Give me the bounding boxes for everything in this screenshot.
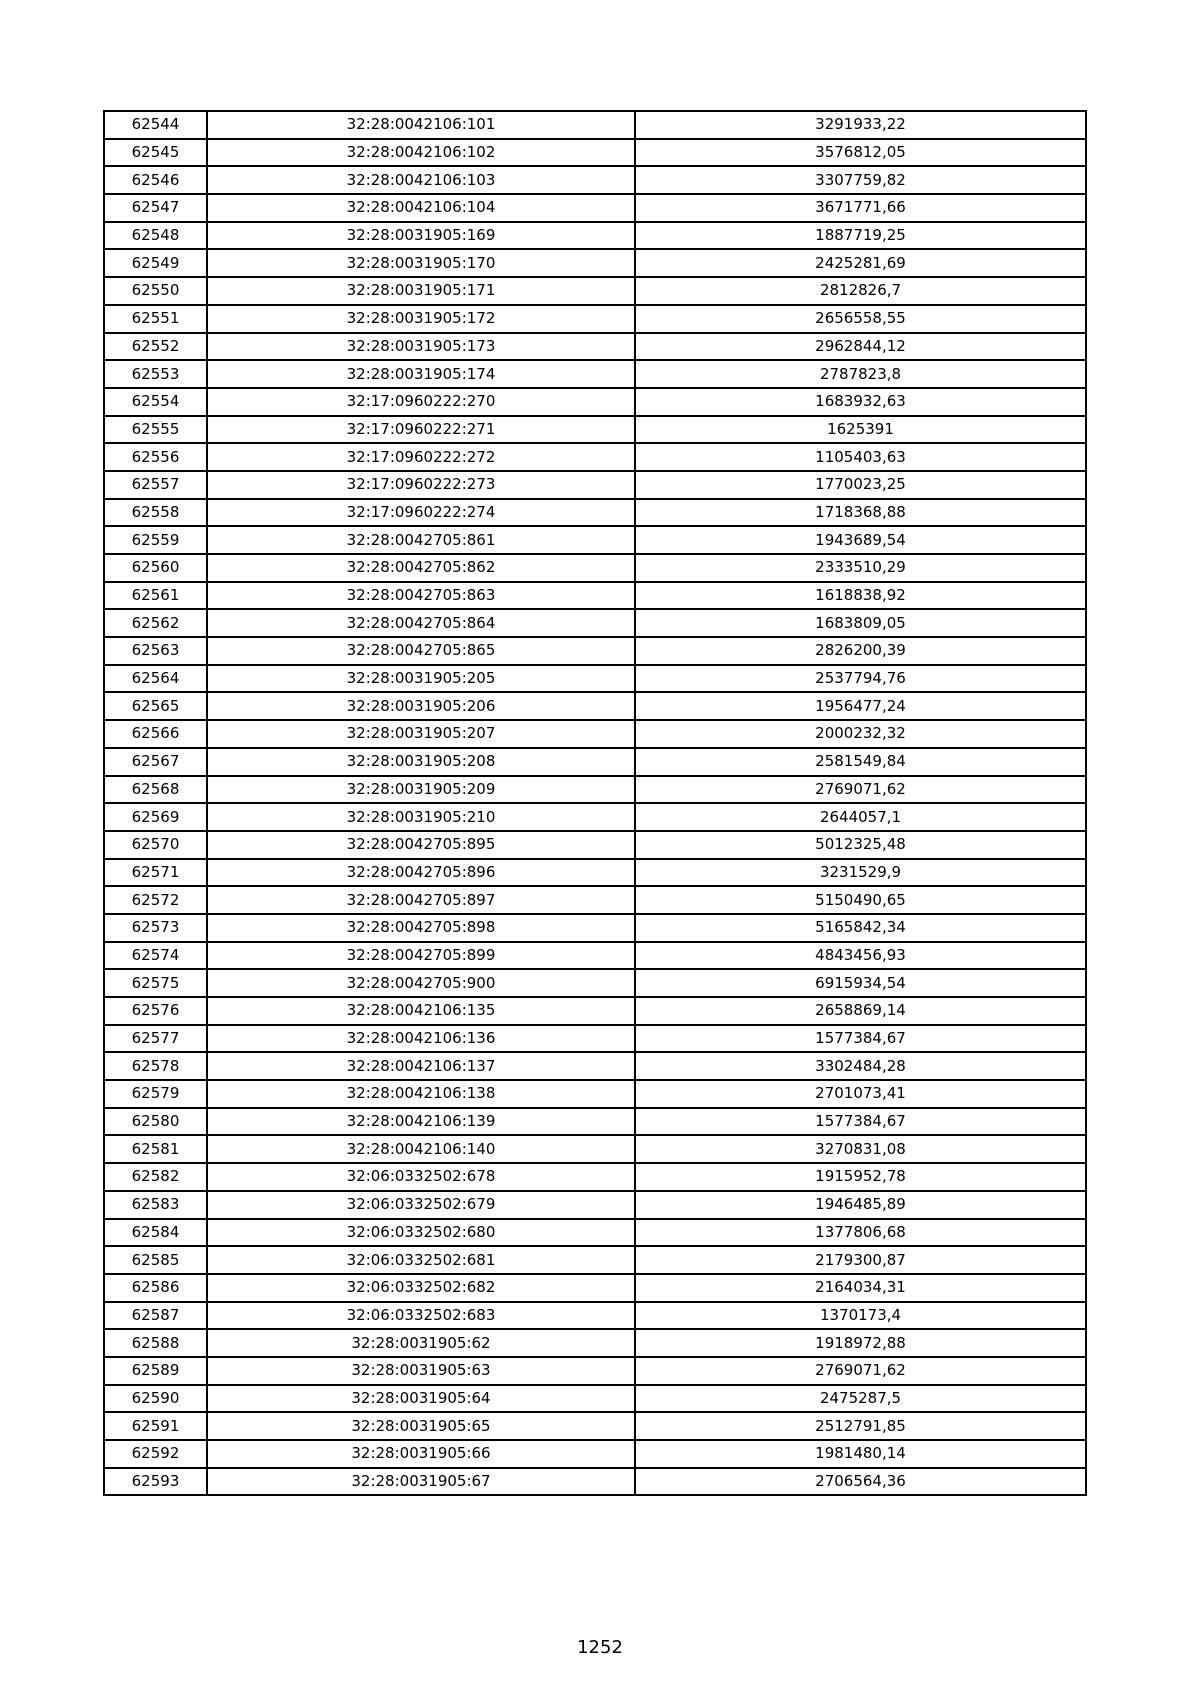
row-number-cell: 62589 [104,1357,207,1385]
table-row [104,665,1086,693]
row-number-cell: 62584 [104,1219,207,1247]
cadastral-number-cell: 32:17:0960222:274 [207,499,635,527]
row-number-cell: 62550 [104,277,207,305]
row-number-cell: 62552 [104,333,207,361]
row-number-cell: 62544 [104,111,207,139]
value-cell: 3671771,66 [635,194,1086,222]
cadastral-number-cell: 32:28:0042705:897 [207,886,635,914]
table-row [104,1412,1086,1440]
row-number-cell: 62583 [104,1191,207,1219]
cadastral-number-cell: 32:17:0960222:270 [207,388,635,416]
table-row [104,1246,1086,1274]
table-row [104,1302,1086,1330]
table-row [104,1108,1086,1136]
cadastral-number-cell: 32:28:0031905:173 [207,333,635,361]
table-row [104,1440,1086,1468]
cadastral-number-cell: 32:28:0031905:65 [207,1412,635,1440]
cadastral-number-cell: 32:28:0042705:863 [207,582,635,610]
cadastral-number-cell: 32:28:0042106:103 [207,166,635,194]
cadastral-number-cell: 32:28:0031905:210 [207,803,635,831]
row-number-cell: 62549 [104,249,207,277]
row-number-cell: 62556 [104,443,207,471]
value-cell: 1625391 [635,416,1086,444]
cadastral-number-cell: 32:06:0332502:680 [207,1219,635,1247]
table-row [104,1080,1086,1108]
value-cell: 2812826,7 [635,277,1086,305]
table-row [104,720,1086,748]
row-number-cell: 62574 [104,942,207,970]
row-number-cell: 62592 [104,1440,207,1468]
cadastral-number-cell: 32:06:0332502:681 [207,1246,635,1274]
table-row [104,139,1086,167]
table-row [104,582,1086,610]
cadastral-number-cell: 32:28:0042106:104 [207,194,635,222]
row-number-cell: 62571 [104,859,207,887]
table-row [104,637,1086,665]
value-cell: 4843456,93 [635,942,1086,970]
cadastral-number-cell: 32:06:0332502:678 [207,1163,635,1191]
table-row [104,886,1086,914]
cadastral-number-cell: 32:28:0042705:898 [207,914,635,942]
table-row [104,526,1086,554]
table-row [104,609,1086,637]
row-number-cell: 62561 [104,582,207,610]
value-cell: 5165842,34 [635,914,1086,942]
row-number-cell: 62565 [104,692,207,720]
value-cell: 2962844,12 [635,333,1086,361]
table-row [104,1052,1086,1080]
cadastral-number-cell: 32:28:0031905:62 [207,1329,635,1357]
cadastral-number-cell: 32:28:0042106:140 [207,1135,635,1163]
value-cell: 2826200,39 [635,637,1086,665]
row-number-cell: 62558 [104,499,207,527]
value-cell: 1683932,63 [635,388,1086,416]
cadastral-number-cell: 32:28:0042705:864 [207,609,635,637]
row-number-cell: 62553 [104,360,207,388]
value-cell: 1577384,67 [635,1025,1086,1053]
cadastral-number-cell: 32:28:0031905:169 [207,222,635,250]
table-row [104,914,1086,942]
value-cell: 2769071,62 [635,776,1086,804]
cadastral-number-cell: 32:28:0042106:139 [207,1108,635,1136]
table-row [104,333,1086,361]
table-row [104,443,1086,471]
value-cell: 2644057,1 [635,803,1086,831]
row-number-cell: 62559 [104,526,207,554]
table-row [104,1135,1086,1163]
value-cell: 2701073,41 [635,1080,1086,1108]
value-cell: 1370173,4 [635,1302,1086,1330]
cadastral-number-cell: 32:28:0031905:66 [207,1440,635,1468]
table-row [104,1274,1086,1302]
row-number-cell: 62555 [104,416,207,444]
table-row [104,1163,1086,1191]
value-cell: 2000232,32 [635,720,1086,748]
table-row [104,360,1086,388]
cadastral-number-cell: 32:28:0031905:174 [207,360,635,388]
table-row [104,692,1086,720]
value-cell: 3302484,28 [635,1052,1086,1080]
value-cell: 2581549,84 [635,748,1086,776]
row-number-cell: 62566 [104,720,207,748]
row-number-cell: 62560 [104,554,207,582]
row-number-cell: 62563 [104,637,207,665]
value-cell: 2475287,5 [635,1385,1086,1413]
table-row [104,277,1086,305]
table-row [104,554,1086,582]
value-cell: 3231529,9 [635,859,1086,887]
row-number-cell: 62547 [104,194,207,222]
cadastral-number-cell: 32:28:0031905:63 [207,1357,635,1385]
cadastral-number-cell: 32:28:0042106:137 [207,1052,635,1080]
value-cell: 1946485,89 [635,1191,1086,1219]
row-number-cell: 62567 [104,748,207,776]
row-number-cell: 62546 [104,166,207,194]
value-cell: 1943689,54 [635,526,1086,554]
table-row [104,499,1086,527]
row-number-cell: 62591 [104,1412,207,1440]
value-cell: 2333510,29 [635,554,1086,582]
cadastral-number-cell: 32:06:0332502:679 [207,1191,635,1219]
row-number-cell: 62588 [104,1329,207,1357]
table-row [104,1191,1086,1219]
value-cell: 1377806,68 [635,1219,1086,1247]
row-number-cell: 62569 [104,803,207,831]
cadastral-number-cell: 32:28:0031905:205 [207,665,635,693]
row-number-cell: 62548 [104,222,207,250]
cadastral-number-cell: 32:28:0031905:64 [207,1385,635,1413]
value-cell: 2537794,76 [635,665,1086,693]
row-number-cell: 62554 [104,388,207,416]
value-cell: 2512791,85 [635,1412,1086,1440]
row-number-cell: 62562 [104,609,207,637]
table-row [104,1329,1086,1357]
cadastral-number-cell: 32:28:0042106:101 [207,111,635,139]
cadastral-number-cell: 32:28:0042106:138 [207,1080,635,1108]
value-cell: 1887719,25 [635,222,1086,250]
row-number-cell: 62578 [104,1052,207,1080]
cadastral-number-cell: 32:28:0031905:171 [207,277,635,305]
table-row [104,859,1086,887]
value-cell: 3307759,82 [635,166,1086,194]
value-cell: 2179300,87 [635,1246,1086,1274]
cadastral-number-cell: 32:17:0960222:273 [207,471,635,499]
row-number-cell: 62587 [104,1302,207,1330]
value-cell: 1770023,25 [635,471,1086,499]
value-cell: 5150490,65 [635,886,1086,914]
value-cell: 2164034,31 [635,1274,1086,1302]
row-number-cell: 62581 [104,1135,207,1163]
cadastral-number-cell: 32:28:0042705:900 [207,969,635,997]
row-number-cell: 62593 [104,1468,207,1496]
table-row [104,388,1086,416]
row-number-cell: 62582 [104,1163,207,1191]
value-cell: 2658869,14 [635,997,1086,1025]
page-number: 1252 [577,1637,623,1658]
cadastral-number-cell: 32:28:0042106:136 [207,1025,635,1053]
table-row [104,942,1086,970]
value-cell: 1918972,88 [635,1329,1086,1357]
table-row [104,1468,1086,1496]
cadastral-number-cell: 32:28:0031905:170 [207,249,635,277]
row-number-cell: 62568 [104,776,207,804]
table-row [104,194,1086,222]
value-cell: 3576812,05 [635,139,1086,167]
cadastral-value-table [103,110,1087,1496]
row-number-cell: 62564 [104,665,207,693]
table-row [104,222,1086,250]
table-row [104,748,1086,776]
table-row [104,1385,1086,1413]
value-cell: 2769071,62 [635,1357,1086,1385]
row-number-cell: 62586 [104,1274,207,1302]
cadastral-number-cell: 32:17:0960222:272 [207,443,635,471]
value-cell: 1956477,24 [635,692,1086,720]
table-row [104,1219,1086,1247]
cadastral-number-cell: 32:28:0031905:67 [207,1468,635,1496]
row-number-cell: 62576 [104,997,207,1025]
value-cell: 2706564,36 [635,1468,1086,1496]
row-number-cell: 62579 [104,1080,207,1108]
row-number-cell: 62590 [104,1385,207,1413]
value-cell: 3291933,22 [635,111,1086,139]
value-cell: 1981480,14 [635,1440,1086,1468]
cadastral-number-cell: 32:28:0031905:208 [207,748,635,776]
table-body [104,111,1086,1495]
row-number-cell: 62551 [104,305,207,333]
value-cell: 3270831,08 [635,1135,1086,1163]
cadastral-number-cell: 32:28:0031905:206 [207,692,635,720]
table-row [104,831,1086,859]
table-row [104,776,1086,804]
table-row [104,969,1086,997]
table-row [104,1025,1086,1053]
cadastral-number-cell: 32:28:0042705:899 [207,942,635,970]
value-cell: 2787823,8 [635,360,1086,388]
row-number-cell: 62575 [104,969,207,997]
row-number-cell: 62557 [104,471,207,499]
cadastral-number-cell: 32:06:0332502:682 [207,1274,635,1302]
table-row [104,803,1086,831]
cadastral-number-cell: 32:28:0031905:172 [207,305,635,333]
row-number-cell: 62580 [104,1108,207,1136]
value-cell: 1718368,88 [635,499,1086,527]
value-cell: 1683809,05 [635,609,1086,637]
cadastral-number-cell: 32:28:0042106:135 [207,997,635,1025]
table-row [104,471,1086,499]
value-cell: 2656558,55 [635,305,1086,333]
cadastral-number-cell: 32:28:0042705:861 [207,526,635,554]
cadastral-number-cell: 32:28:0042705:862 [207,554,635,582]
cadastral-number-cell: 32:28:0042705:896 [207,859,635,887]
table-row [104,1357,1086,1385]
value-cell: 1105403,63 [635,443,1086,471]
row-number-cell: 62585 [104,1246,207,1274]
row-number-cell: 62572 [104,886,207,914]
table-row [104,249,1086,277]
cadastral-number-cell: 32:17:0960222:271 [207,416,635,444]
row-number-cell: 62573 [104,914,207,942]
value-cell: 1915952,78 [635,1163,1086,1191]
table-row [104,997,1086,1025]
row-number-cell: 62570 [104,831,207,859]
cadastral-number-cell: 32:28:0031905:209 [207,776,635,804]
cadastral-number-cell: 32:06:0332502:683 [207,1302,635,1330]
value-cell: 5012325,48 [635,831,1086,859]
value-cell: 1577384,67 [635,1108,1086,1136]
value-cell: 2425281,69 [635,249,1086,277]
table-row [104,111,1086,139]
cadastral-number-cell: 32:28:0031905:207 [207,720,635,748]
table-row [104,416,1086,444]
value-cell: 1618838,92 [635,582,1086,610]
table-row [104,166,1086,194]
cadastral-number-cell: 32:28:0042705:865 [207,637,635,665]
row-number-cell: 62545 [104,139,207,167]
row-number-cell: 62577 [104,1025,207,1053]
value-cell: 6915934,54 [635,969,1086,997]
table-row [104,305,1086,333]
cadastral-number-cell: 32:28:0042106:102 [207,139,635,167]
cadastral-number-cell: 32:28:0042705:895 [207,831,635,859]
